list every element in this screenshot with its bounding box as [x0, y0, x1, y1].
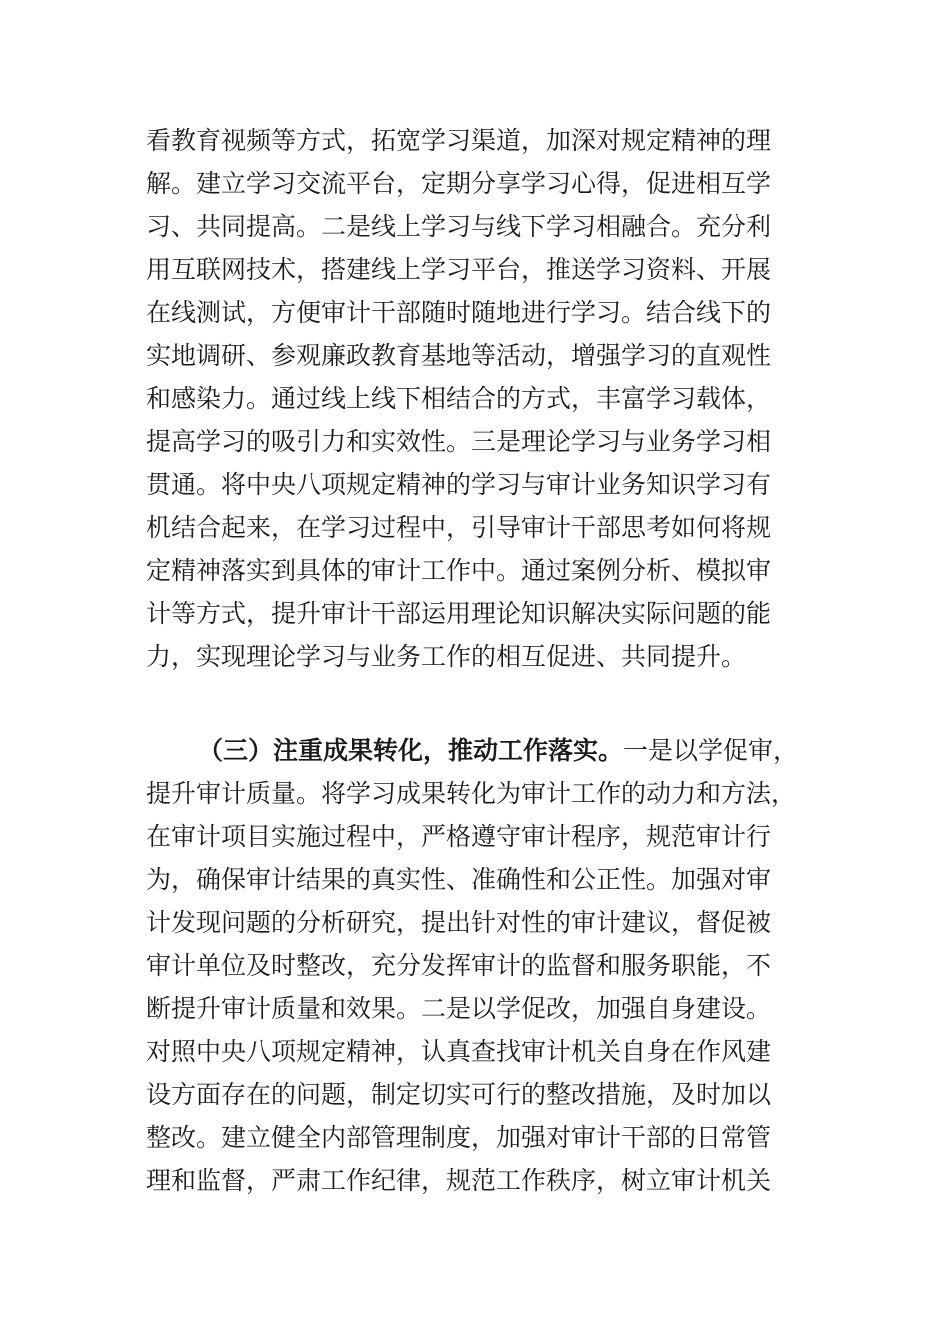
- section-heading: （三）注重成果转化，推动工作落实。: [198, 736, 624, 765]
- text-line: 和感染力。通过线上线下相结合的方式，丰富学习载体，: [146, 384, 772, 413]
- text-line: 力，实现理论学习与业务工作的相互促进、共同提升。: [146, 642, 747, 671]
- text-line: 为，确保审计结果的真实性、准确性和公正性。加强对审: [146, 865, 772, 894]
- text-line: 在线测试，方便审计干部随时随地进行学习。结合线下的: [146, 298, 772, 327]
- text-line: 审计单位及时整改，充分发挥审计的监督和服务职能，不: [146, 951, 772, 980]
- text-line: 在审计项目实施过程中，严格遵守审计程序，规范审计行: [146, 822, 772, 851]
- text-line: 提高学习的吸引力和实效性。三是理论学习与业务学习相: [146, 427, 772, 456]
- text-line: 贯通。将中央八项规定精神的学习与审计业务知识学习有: [146, 470, 772, 499]
- text-line: 断提升审计质量和效果。二是以学促改，加强自身建设。: [146, 994, 772, 1023]
- text-line: 解。建立学习交流平台，定期分享学习心得，促进相互学: [146, 169, 772, 198]
- text-line: 对照中央八项规定精神，认真查找审计机关自身在作风建: [146, 1037, 772, 1066]
- text-line: 习、共同提高。二是线上学习与线下学习相融合。充分利: [146, 212, 772, 241]
- text-line: 设方面存在的问题，制定切实可行的整改措施，及时加以: [146, 1080, 772, 1109]
- text-line: 机结合起来，在学习过程中，引导审计干部思考如何将规: [146, 513, 772, 542]
- heading-continuation: 一是以学促审，: [623, 736, 799, 765]
- paragraph-learning-methods: [146, 119, 806, 678]
- text-line: 计发现问题的分析研究，提出针对性的审计建议，督促被: [146, 908, 772, 937]
- text-line: 提升审计质量。将学习成果转化为审计工作的动力和方法，: [146, 779, 797, 808]
- text-line: 理和监督，严肃工作纪律，规范工作秩序，树立审计机关: [146, 1166, 772, 1195]
- paragraph-results-transformation: [146, 729, 806, 1202]
- text-line: 看教育视频等方式，拓宽学习渠道，加深对规定精神的理: [146, 126, 772, 155]
- text-line-first: [146, 729, 806, 772]
- text-line: 计等方式，提升审计干部运用理论知识解决实际问题的能: [146, 599, 772, 628]
- text-line: 实地调研、参观廉政教育基地等活动，增强学习的直观性: [146, 341, 772, 370]
- text-line: 用互联网技术，搭建线上学习平台，推送学习资料、开展: [146, 255, 772, 284]
- text-line: 定精神落实到具体的审计工作中。通过案例分析、模拟审: [146, 556, 772, 585]
- text-line: 整改。建立健全内部管理制度，加强对审计干部的日常管: [146, 1123, 772, 1152]
